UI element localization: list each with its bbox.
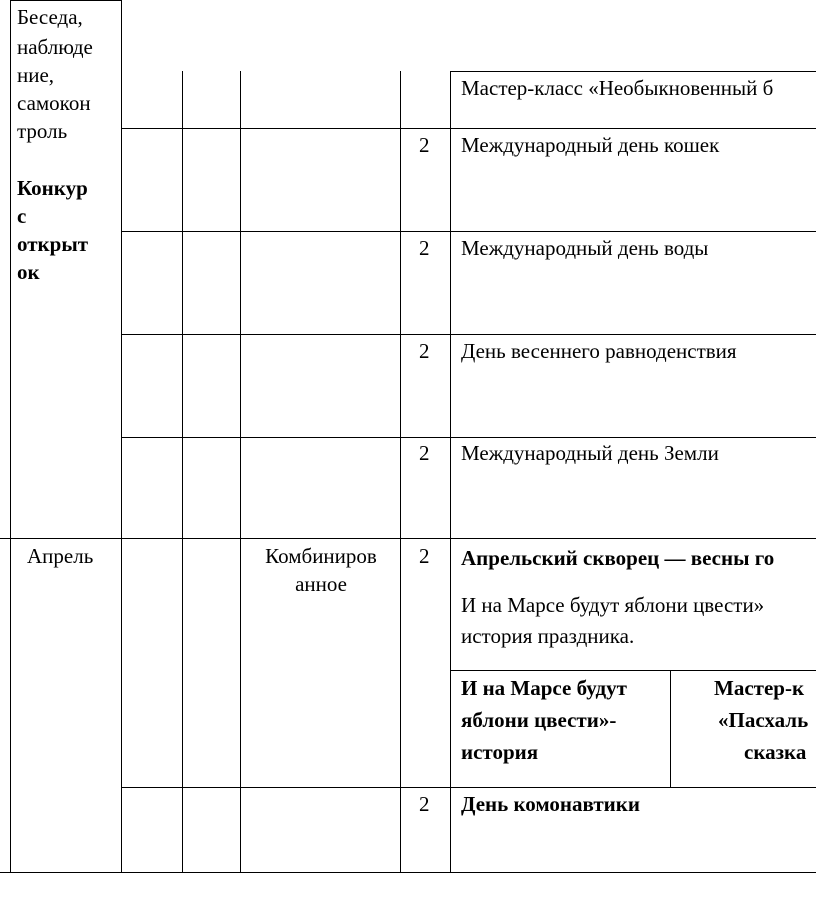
hours-cell: 2: [419, 133, 430, 157]
topic-title: День комонавтики: [461, 792, 640, 816]
sub-left-line: история: [461, 740, 539, 764]
hours-cell: 2: [419, 236, 430, 260]
row-line-1: [121, 128, 816, 129]
topic-cell: Мастер-класс «Необыкновенный б: [461, 76, 774, 100]
topic-title: Апрельский скворец — весны го: [461, 546, 775, 570]
table-border-left-top: [10, 0, 11, 538]
month-cell: Апрель: [27, 544, 94, 568]
row-line-topic-top: [450, 71, 816, 72]
table-top-border: [10, 0, 122, 1]
row-line-6: [121, 787, 816, 788]
form-line: ок: [17, 260, 40, 284]
row-line-3: [121, 334, 816, 335]
col-line-4: [400, 71, 401, 872]
sub-right-line: сказка: [744, 740, 807, 764]
lesson-type-line: Комбиниров: [265, 544, 377, 568]
topic-text-line: И на Марсе будут яблони цвести»: [461, 593, 765, 617]
hours-cell: 2: [419, 792, 430, 816]
topic-cell: Международный день кошек: [461, 133, 720, 157]
method-line: наблюде: [17, 35, 93, 59]
topic-cell: Международный день Земли: [461, 441, 719, 465]
hours-cell: 2: [419, 544, 430, 568]
method-line: Беседа,: [17, 5, 83, 29]
method-line: ние,: [17, 63, 55, 87]
col-line-3: [240, 71, 241, 872]
form-line: Конкур: [17, 176, 88, 200]
hours-cell: 2: [419, 441, 430, 465]
table-border-left-bottom: [10, 538, 11, 872]
col-line-2: [182, 71, 183, 872]
col-line-1: [121, 0, 122, 872]
lesson-type-line: анное: [295, 572, 347, 596]
sub-left-line: И на Марсе будут: [461, 676, 627, 700]
topic-text-line: история праздника.: [461, 624, 635, 648]
col-line-5: [450, 71, 451, 872]
topic-cell: Международный день воды: [461, 236, 709, 260]
hours-cell: 2: [419, 339, 430, 363]
sub-right-line: Мастер-к: [714, 676, 805, 700]
row-line-5: [0, 538, 816, 539]
method-line: троль: [17, 119, 68, 143]
sub-right-line: «Пасхаль: [718, 708, 809, 732]
topic-cell: День весеннего равноденствия: [461, 339, 737, 363]
sub-left-line: яблони цвести»-: [461, 708, 617, 732]
form-line: с: [17, 204, 27, 228]
form-line: открыт: [17, 232, 89, 256]
row-line-2: [121, 231, 816, 232]
method-line: самокон: [17, 91, 91, 115]
table-bottom-border: [0, 872, 816, 873]
row-line-sub-top: [450, 670, 816, 671]
col-line-sub: [670, 670, 671, 787]
